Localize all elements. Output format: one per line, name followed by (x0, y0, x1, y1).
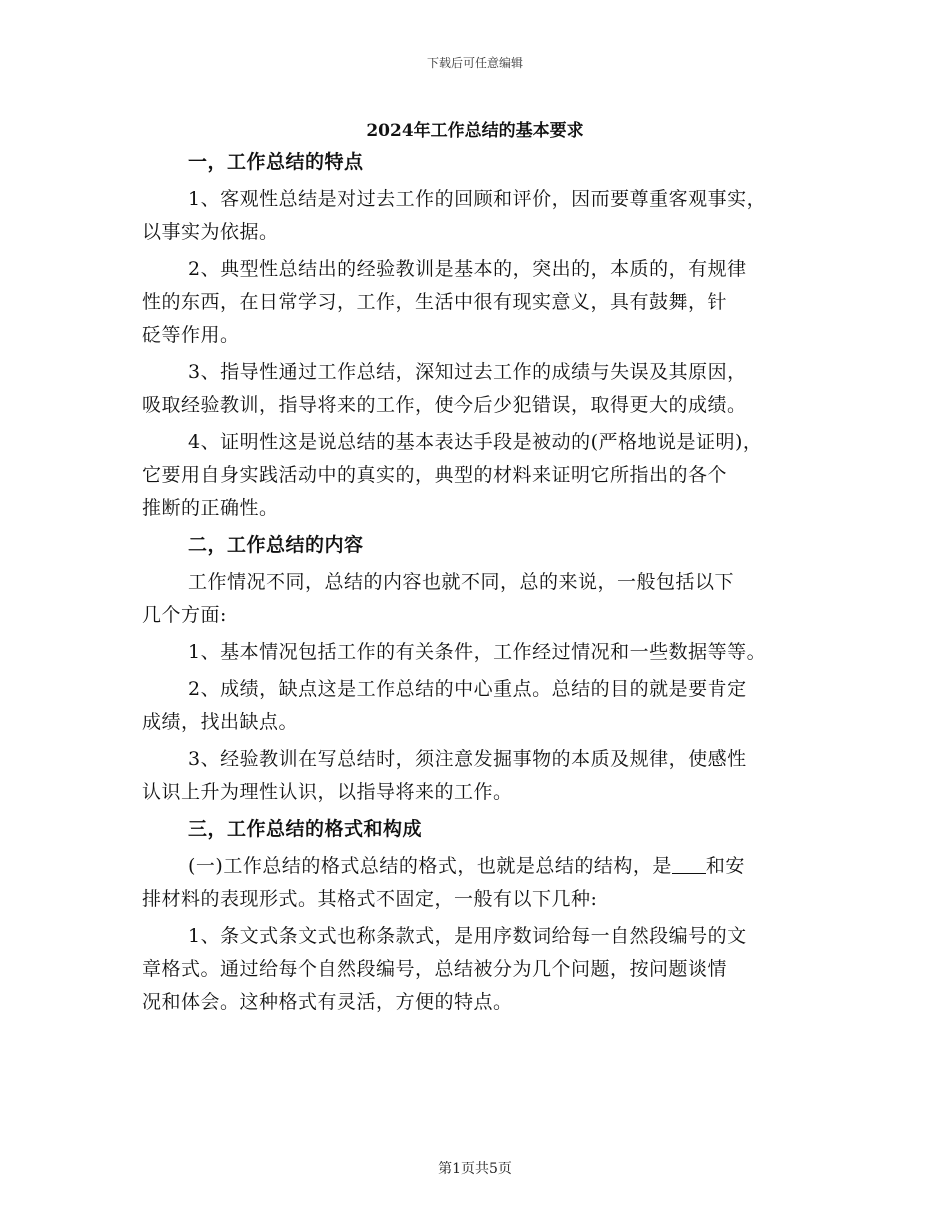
text-line: 几个方面: (142, 604, 227, 626)
text-line: 1、基本情况包括工作的有关条件，工作经过情况和一些数据等等。 (188, 641, 767, 663)
text-line: 1、条文式条文式也称条款式，是用序数词给每一自然段编号的文 (188, 925, 747, 947)
paragraph (142, 636, 817, 669)
text-line: 性的东西，在日常学习，工作，生活中很有现实意义，具有鼓舞，针 (142, 291, 728, 313)
text-line: 4、证明性这是说总结的基本表达手段是被动的(严格地说是证明)， (188, 431, 763, 453)
text-line: 排材料的表现形式。其格式不固定，一般有以下几种: (142, 888, 598, 910)
text-line: 工作情况不同，总结的内容也就不同，总的来说，一般包括以下 (188, 571, 735, 593)
paragraph (142, 673, 817, 739)
text-line: 以事实为依据。 (142, 221, 279, 243)
page-header: 下载后可任意编辑 (426, 56, 523, 70)
paragraph (142, 743, 817, 809)
text-segment: 和安 (705, 855, 745, 877)
text-line: 2、典型性总结出的经验教训是基本的，突出的，本质的，有规律 (188, 258, 747, 280)
text-line: 认识上升为理性认识，以指导将来的工作。 (142, 781, 513, 803)
text-line: 吸取经验教训，指导将来的工作，使今后少犯错误，取得更大的成绩。 (142, 394, 747, 416)
paragraph (142, 920, 817, 1019)
section-heading: 一，工作总结的特点 (188, 151, 364, 173)
paragraph (142, 850, 817, 916)
paragraph (142, 356, 817, 422)
text-line: 它要用自身实践活动中的真实的，典型的材料来证明它所指出的各个 (142, 464, 728, 486)
text-line: 2、成绩，缺点这是工作总结的中心重点。总结的目的就是要肯定 (188, 678, 747, 700)
text-line: 砭等作用。 (142, 324, 240, 346)
text-line: 况和体会。这种格式有灵活，方便的特点。 (142, 991, 513, 1013)
text-line: 章格式。通过给每个自然段编号，总结被分为几个问题，按问题谈情 (142, 958, 728, 980)
text-line: 推断的正确性。 (142, 497, 279, 519)
paragraph (142, 566, 817, 632)
fill-in-blank (672, 854, 706, 874)
paragraph (142, 183, 817, 249)
section-heading: 三，工作总结的格式和构成 (188, 818, 423, 840)
text-line: 1、客观性总结是对过去工作的回顾和评价，因而要尊重客观事实， (188, 188, 767, 210)
document-body (142, 146, 817, 1023)
paragraph (142, 253, 817, 352)
document-title: 2024年工作总结的基本要求 (366, 121, 584, 141)
text-line: 3、指导性通过工作总结，深知过去工作的成绩与失误及其原因， (188, 361, 747, 383)
text-line: 3、经验教训在写总结时，须注意发掘事物的本质及规律，使感性 (188, 748, 747, 770)
text-segment: (一)工作总结的格式总结的格式，也就是总结的结构，是 (188, 855, 672, 877)
paragraph (142, 426, 817, 525)
page-number: 第1页共5页 (438, 1161, 512, 1177)
text-line: 成绩，找出缺点。 (142, 711, 299, 733)
text-line (142, 850, 817, 883)
section-heading: 二，工作总结的内容 (188, 534, 364, 556)
